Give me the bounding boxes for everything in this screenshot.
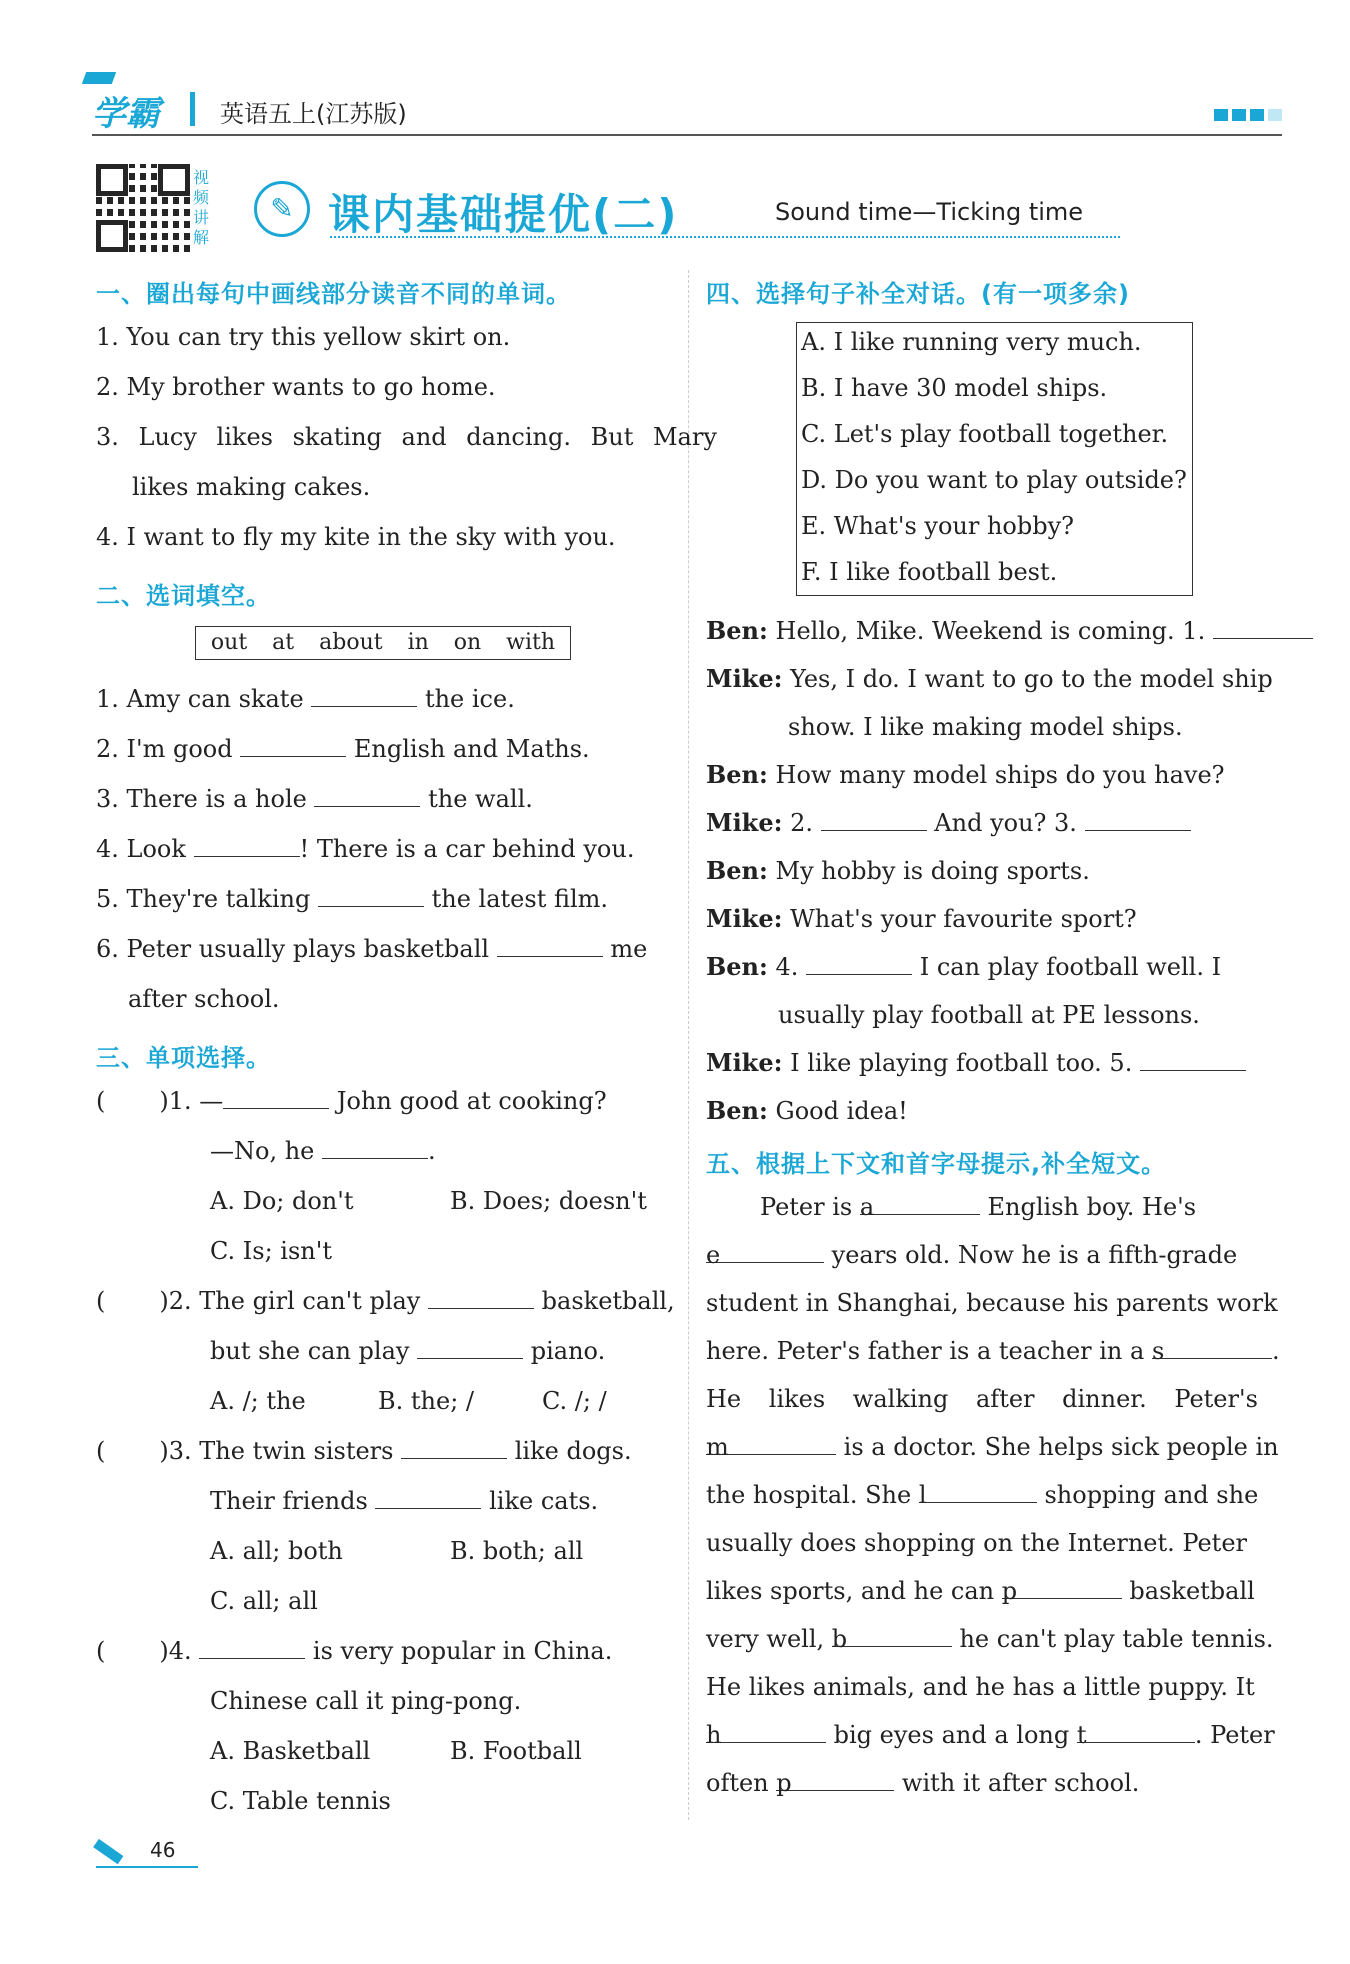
passage-line: very well, b he can't play table tennis.	[706, 1625, 1274, 1653]
passage-line: h big eyes and a long t . Peter	[706, 1721, 1275, 1749]
s2-item: 2. I'm good English and Maths.	[96, 735, 590, 763]
page-number: 46	[150, 1838, 176, 1862]
column-separator	[688, 270, 689, 1820]
s1-item: 3. Lucy likes skating and dancing. But Mary	[96, 423, 717, 451]
answer-blank[interactable]: t	[1077, 1720, 1195, 1743]
answer-blank[interactable]	[194, 834, 300, 857]
answer-blank[interactable]: a	[860, 1192, 980, 1215]
dialogue-line: Mike: I like playing football too. 5.	[706, 1048, 1246, 1078]
answer-blank[interactable]: h	[706, 1720, 826, 1743]
answer-blank[interactable]	[821, 808, 927, 831]
edit-icon: ✎	[254, 181, 310, 237]
dialogue-line: usually play football at PE lessons.	[778, 1001, 1200, 1029]
book-title: 英语五上(江苏版)	[220, 100, 407, 128]
s2-item: after school.	[128, 985, 280, 1013]
q4-option-a[interactable]: A. Basketball	[210, 1737, 371, 1765]
answer-blank[interactable]	[240, 734, 346, 757]
dialogue-line: Ben: Hello, Mike. Weekend is coming. 1.	[706, 616, 1313, 646]
option-f: F. I like football best.	[801, 558, 1058, 586]
dialogue-line: Ben: How many model ships do you have?	[706, 760, 1225, 789]
q2-line: ( )2. The girl can't play basketball,	[96, 1287, 675, 1315]
option-c: C. Let's play football together.	[801, 420, 1169, 448]
option-b: B. I have 30 model ships.	[801, 374, 1108, 402]
section3-heading: 三、单项选择。	[96, 1044, 271, 1072]
s1-item: 2. My brother wants to go home.	[96, 373, 496, 401]
q3-option-b[interactable]: B. both; all	[450, 1537, 584, 1565]
section5-heading: 五、根据上下文和首字母提示,补全短文。	[706, 1150, 1167, 1178]
answer-blank[interactable]	[223, 1086, 329, 1109]
qr-code[interactable]	[96, 164, 190, 252]
title-underline	[330, 236, 1120, 238]
header-dots	[1210, 106, 1282, 125]
answer-blank[interactable]	[375, 1486, 481, 1509]
answer-blank[interactable]: s	[1152, 1336, 1272, 1359]
dialogue-line: Ben: 4. I can play football well. I	[706, 952, 1222, 981]
option-d: D. Do you want to play outside?	[801, 466, 1187, 494]
passage-line: He likes animals, and he has a little puppy. It	[706, 1673, 1255, 1701]
answer-blank[interactable]	[318, 884, 424, 907]
q3-option-a[interactable]: A. all; both	[210, 1537, 343, 1565]
s2-item: 6. Peter usually plays basketball me	[96, 935, 648, 963]
dialogue-line: Mike: Yes, I do. I want to go to the model ship	[706, 664, 1273, 693]
q4-option-b[interactable]: B. Football	[450, 1737, 582, 1765]
dialogue-line: Ben: Good idea!	[706, 1096, 908, 1125]
q3-option-c[interactable]: C. all; all	[210, 1587, 318, 1615]
pencil-icon	[93, 1839, 123, 1864]
passage-line: the hospital. She l shopping and she	[706, 1481, 1259, 1509]
q1-line2: —No, he .	[210, 1137, 436, 1165]
page-header	[92, 82, 1282, 136]
footer-underline	[96, 1866, 198, 1868]
dialogue-line: show. I like making model ships.	[788, 713, 1183, 741]
answer-blank[interactable]: b	[832, 1624, 952, 1647]
passage-line: He likes walking after dinner. Peter's	[706, 1385, 1258, 1413]
q2-option-a[interactable]: A. /; the	[210, 1387, 306, 1415]
s1-item: likes making cakes.	[132, 473, 371, 501]
answer-blank[interactable]	[199, 1636, 305, 1659]
answer-blank[interactable]	[401, 1436, 507, 1459]
q4-line2: Chinese call it ping-pong.	[210, 1687, 522, 1715]
q2-line2: but she can play piano.	[210, 1337, 606, 1365]
s1-item: 4. I want to fly my kite in the sky with you.	[96, 523, 616, 551]
section2-heading: 二、选词填空。	[96, 582, 271, 610]
q4-line: ( )4. is very popular in China.	[96, 1637, 613, 1665]
q3-line: ( )3. The twin sisters like dogs.	[96, 1437, 632, 1465]
qr-label: 视频讲解	[193, 168, 210, 247]
passage-line: m is a doctor. She helps sick people in	[706, 1433, 1279, 1461]
section4-heading: 四、选择句子补全对话。(有一项多余)	[706, 280, 1130, 308]
answer-blank[interactable]	[1140, 1048, 1246, 1071]
divider	[190, 92, 195, 126]
answer-blank[interactable]	[806, 952, 912, 975]
section-title: 课内基础提优(二)	[328, 190, 679, 239]
cap-icon	[82, 72, 116, 84]
q2-option-b[interactable]: B. the; /	[378, 1387, 474, 1415]
passage-line: student in Shanghai, because his parents work	[706, 1289, 1278, 1317]
dialogue-line: Ben: My hobby is doing sports.	[706, 856, 1090, 885]
q1-option-a[interactable]: A. Do; don't	[210, 1187, 354, 1215]
answer-blank[interactable]: l	[919, 1480, 1037, 1503]
passage-line: usually does shopping on the Internet. Peter	[706, 1529, 1247, 1557]
answer-blank[interactable]: m	[706, 1432, 836, 1455]
answer-blank[interactable]	[428, 1286, 534, 1309]
passage-line: e years old. Now he is a fifth-grade	[706, 1241, 1238, 1269]
s2-item: 1. Amy can skate the ice.	[96, 685, 515, 713]
q2-option-c[interactable]: C. /; /	[542, 1387, 607, 1415]
passage-line: Peter is a English boy. He's	[760, 1193, 1197, 1221]
s2-item: 5. They're talking the latest film.	[96, 885, 609, 913]
answer-blank[interactable]: p	[776, 1768, 894, 1791]
s1-item: 1. You can try this yellow skirt on.	[96, 323, 511, 351]
section-subtitle: Sound time—Ticking time	[775, 198, 1084, 226]
answer-blank[interactable]	[314, 784, 420, 807]
answer-blank[interactable]	[497, 934, 603, 957]
answer-blank[interactable]	[322, 1136, 428, 1159]
passage-line: often p with it after school.	[706, 1769, 1140, 1797]
q3-line2: Their friends like cats.	[210, 1487, 599, 1515]
answer-blank[interactable]	[1085, 808, 1191, 831]
brand-logo: 学霸	[92, 86, 160, 135]
option-e: E. What's your hobby?	[801, 512, 1075, 540]
dialogue-line: Mike: 2. And you? 3.	[706, 808, 1191, 838]
option-a: A. I like running very much.	[801, 328, 1142, 356]
answer-blank[interactable]	[1213, 616, 1313, 639]
answer-blank[interactable]: p	[1002, 1576, 1122, 1599]
section1-heading: 一、圈出每句中画线部分读音不同的单词。	[96, 280, 571, 308]
q1-line: ( )1. — John good at cooking?	[96, 1087, 607, 1115]
q1-option-c[interactable]: C. Is; isn't	[210, 1237, 332, 1265]
s2-item: 4. Look ! There is a car behind you.	[96, 835, 635, 863]
s2-item: 3. There is a hole the wall.	[96, 785, 533, 813]
answer-blank[interactable]	[417, 1336, 523, 1359]
options-box	[796, 322, 1193, 596]
dialogue-line: Mike: What's your favourite sport?	[706, 904, 1137, 933]
passage-line: here. Peter's father is a teacher in a s .	[706, 1337, 1280, 1365]
q1-option-b[interactable]: B. Does; doesn't	[450, 1187, 647, 1215]
answer-blank[interactable]: e	[706, 1240, 824, 1263]
answer-blank[interactable]	[311, 684, 417, 707]
q4-option-c[interactable]: C. Table tennis	[210, 1787, 391, 1815]
passage-line: likes sports, and he can p basketball	[706, 1577, 1255, 1605]
word-box: out at about in on with	[195, 626, 571, 660]
